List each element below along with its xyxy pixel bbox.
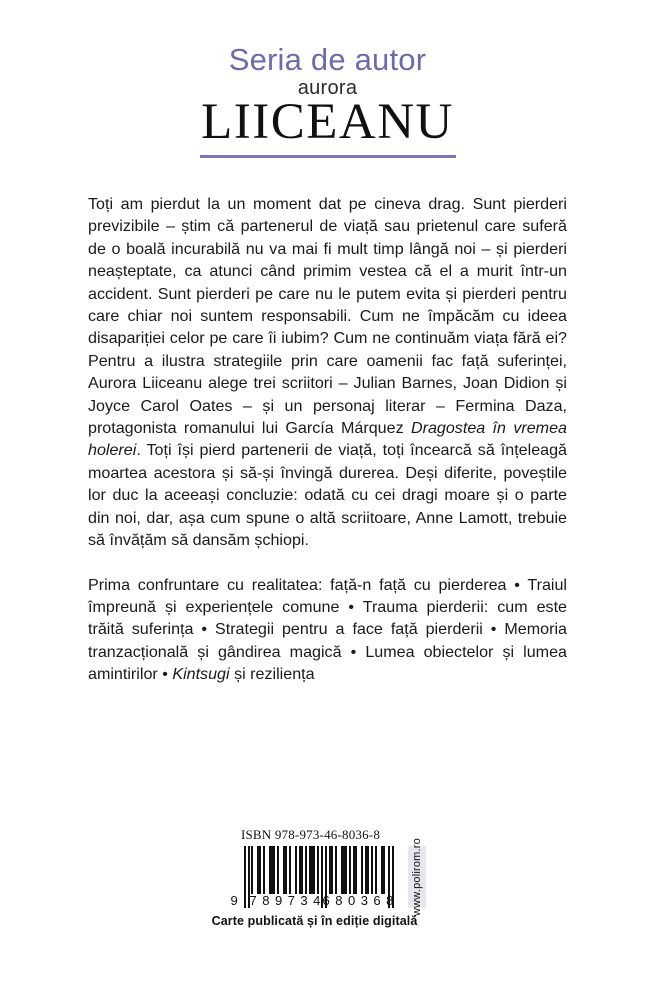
blurb-paragraph-1-text-before-title: Toți am pierdut la un moment dat pe cineva drag. Sunt pierderi previzibile – știm că partenerul de viață sau prietenul care suferă de o boală incurabilă nu va mai fi mult timp lângă noi – și pierderi neașteptate, ca atunci când primim vestea că el a murit într-un accident. Sunt pierderi pe care nu le putem evita și pierderi pentru care chiar noi suntem responsabili. Cum ne împăcăm cu ideea disapariției celor pe care îi iubim? Cum ne continuăm viața fără ei? Pentru a ilustra strategiile prin care oamenii fac față suferinței, Aurora Liiceanu alege trei scriitori – Julian Barnes, Joan Didion și Joyce Carol Oates – și un personaj literar – Fermina Daza, protagonista romanului lui García Márquez: [88, 195, 567, 438]
barcode-row: [212, 838, 444, 916]
blurb-paragraph-2-contents: [88, 574, 567, 686]
ean-right-group-digits: 680368: [322, 893, 399, 908]
header-divider-rule: [200, 155, 456, 158]
barcode-section: [0, 827, 655, 930]
ean-left-group-digits: 789734: [249, 893, 326, 908]
blurb-text-block: [88, 193, 567, 686]
series-header: [0, 44, 655, 158]
series-label: Seria de autor: [228, 42, 427, 77]
contents-list-text-before-kintsugi: Prima confruntare cu realitatea: față-n față cu pierderea • Traiul împreună și experiențele comune • Trauma pierderii: cum este trăită suferința • Strategii pentru a face față pierderii • Memoria tranzacțională și gândirea magică • Lumea obiectelor și lumea amintirilor •: [88, 575, 567, 684]
ean13-barcode-icon: [230, 846, 400, 908]
blurb-paragraph-1: [88, 193, 567, 552]
author-last-name: LIICEANU: [201, 94, 454, 150]
publisher-url-vertical[interactable]: [408, 838, 426, 916]
barcode-inner-wrap: [212, 827, 444, 928]
contents-list-text-after-kintsugi: și reziliența: [229, 665, 315, 684]
author-first-name: aurora: [297, 77, 358, 99]
isbn-text: ISBN 978-973-46-8036-8: [240, 827, 381, 842]
blurb-paragraph-1-text-after-title: . Toți își pierd partenerii de viață, toți încearcă să înțeleagă moartea acestora și să-și învingă durerea. Deși diferite, poveștile lor duc la aceeași concluzie: odată cu cei dragi moare și o parte din noi, dar, așa cum spune o altă scriitoare, Anne Lamott, trebuie să învățăm să dansăm șchiopi.: [88, 441, 567, 550]
publisher-url-text: www.polirom.ro: [410, 838, 423, 916]
contents-term-kintsugi: Kintsugi: [172, 665, 230, 684]
ean-lead-digit: 9: [230, 893, 238, 908]
ean13-digits: [230, 894, 400, 908]
blurb-book-title-dragostea: Dragostea în vremea holerei: [88, 419, 567, 460]
digital-edition-note: Carte publicată și în ediție digitală: [211, 914, 418, 928]
